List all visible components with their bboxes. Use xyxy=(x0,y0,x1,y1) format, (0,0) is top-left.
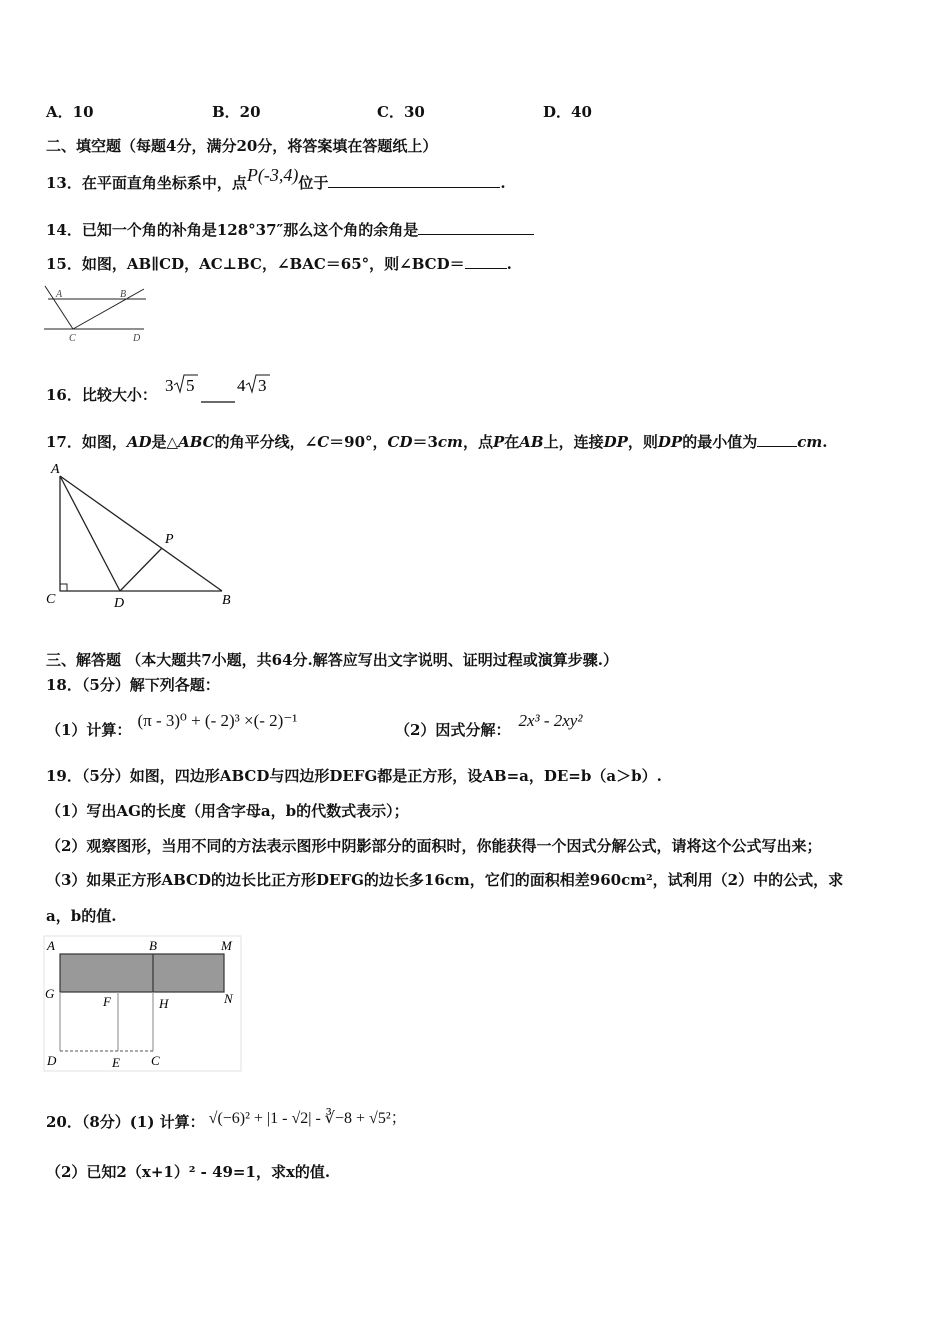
q20-part1 xyxy=(46,1112,407,1133)
q14-answer-blank[interactable] xyxy=(418,220,534,235)
q17-answer-blank[interactable] xyxy=(757,432,797,447)
q17-text: 的角平分线，∠ xyxy=(214,433,318,451)
q17-text: ＝3 xyxy=(412,433,438,451)
label-b: B xyxy=(149,938,157,953)
segment-ab xyxy=(60,476,222,591)
choice-a: A．10 xyxy=(46,103,94,121)
q17-var: P xyxy=(492,433,505,451)
q13-point: P(-3,4) xyxy=(246,165,299,185)
q17-var: cm xyxy=(437,433,463,451)
q20-part2: （2）已知2（x+1）² - 49=1，求x的值. xyxy=(46,1163,331,1181)
q16-text: 16．比较大小： xyxy=(46,386,157,404)
q17-var: C xyxy=(317,433,330,451)
right-angle-mark xyxy=(60,584,67,591)
q18-part1 xyxy=(46,711,298,740)
q16-left-rad: 5 xyxy=(186,376,195,395)
segment-dp xyxy=(120,548,162,591)
q19-figure xyxy=(44,936,242,1072)
q15-figure xyxy=(40,282,150,344)
label-h: H xyxy=(159,996,169,1011)
label-c: C xyxy=(151,1053,160,1068)
label-d: D xyxy=(133,333,141,344)
q16-right-rad: 3 xyxy=(258,376,267,395)
q17-end: . xyxy=(822,433,828,451)
segment-cb xyxy=(73,289,144,329)
q18-part1-expr: (π - 3)⁰ + (- 2)³ ×(- 2)⁻¹ xyxy=(137,711,298,730)
q19-part2: （2）观察图形，当用不同的方法表示图形中阴影部分的面积时，你能获得一个因式分解公式，请将这个公式写出来； xyxy=(46,837,822,855)
label-d: D xyxy=(47,1053,57,1068)
label-g: G xyxy=(45,986,55,1001)
label-c: C xyxy=(46,592,56,607)
q17-var: DP xyxy=(657,433,683,451)
q17-var: ABC xyxy=(178,433,215,451)
q16 xyxy=(46,385,157,405)
q18-part2-label: （2）因式分解： xyxy=(395,721,511,739)
q14-text: 14．已知一个角的补角是128°37″那么这个角的余角是 xyxy=(46,221,419,239)
q13-prefix: 13．在平面直角坐标系中，点 xyxy=(46,174,247,192)
q16-left-coef: 3 xyxy=(165,376,174,395)
q18-title: 18．（5分）解下列各题： xyxy=(46,676,220,694)
section3-title: 三、解答题 （本大题共7小题，共64分.解答应写出文字说明、证明过程或演算步骤.） xyxy=(46,651,618,669)
q15-end: . xyxy=(506,255,512,273)
label-n: N xyxy=(224,991,233,1006)
q19-part3-cont: a，b的值. xyxy=(46,907,117,925)
q13-end: . xyxy=(500,174,506,192)
q17-text: 的最小值为 xyxy=(682,433,758,451)
q17-var: AB xyxy=(519,433,544,451)
q17-text: 是△ xyxy=(151,433,179,451)
label-f: F xyxy=(103,994,111,1009)
q13-suffix: 位于 xyxy=(298,174,329,192)
q17-text: ＝90°， xyxy=(329,433,388,451)
q19-part1: （1）写出AG的长度（用含字母a，b的代数式表示）； xyxy=(46,802,409,820)
q17-var: AD xyxy=(126,433,152,451)
q20-part1-expr: √(−6)² + |1 - √2| - ∛−8 + √5²； xyxy=(208,1110,407,1127)
q13 xyxy=(46,165,506,193)
q17-text: 17．如图， xyxy=(46,433,127,451)
q17-var: CD xyxy=(387,433,413,451)
label-c: C xyxy=(69,333,76,344)
q17-unit: cm xyxy=(797,433,823,451)
segment-ad xyxy=(60,476,120,591)
q17-figure xyxy=(44,460,240,610)
q18-part1-label: （1）计算： xyxy=(46,721,132,739)
label-d: D xyxy=(114,596,125,611)
q17-text: ，点 xyxy=(462,433,493,451)
q19-title: 19．（5分）如图，四边形ABCD与四边形DEFG都是正方形，设AB=a，DE=b（a＞b）. xyxy=(46,767,662,785)
q14 xyxy=(46,220,534,240)
q15-answer-blank[interactable] xyxy=(465,254,507,269)
q18-part2-expr: 2x³ - 2xy² xyxy=(518,711,583,730)
q15-text: 15．如图，AB∥CD，AC⊥BC，∠BAC＝65°，则∠BCD＝ xyxy=(46,255,465,273)
q17-text: 在 xyxy=(504,433,520,451)
q17-text: 上，连接 xyxy=(543,433,604,451)
label-b: B xyxy=(120,289,127,300)
q16-right-coef: 4 xyxy=(237,376,246,395)
label-e: E xyxy=(112,1055,120,1070)
label-a: A xyxy=(51,462,60,477)
q17-var: DP xyxy=(603,433,628,451)
choice-d: D．40 xyxy=(543,103,592,121)
shaded-region xyxy=(60,954,224,992)
q15 xyxy=(46,254,512,274)
choice-b: B．20 xyxy=(212,103,261,121)
label-a: A xyxy=(47,938,55,953)
q17-text: ，则 xyxy=(627,433,658,451)
q16-expressions xyxy=(165,372,275,402)
section2-title: 二、填空题（每题4分，满分20分，将答案填在答题纸上） xyxy=(46,137,438,155)
q17 xyxy=(46,432,827,452)
label-a: A xyxy=(56,289,63,300)
q19-part3: （3）如果正方形ABCD的边长比正方形DEFG的边长多16cm，它们的面积相差960cm²，试利用（2）中的公式，求 xyxy=(46,871,844,889)
label-p: P xyxy=(165,532,174,547)
choice-c: C．30 xyxy=(377,103,425,121)
label-m: M xyxy=(221,938,232,953)
q13-answer-blank[interactable] xyxy=(328,173,500,188)
q18-part2 xyxy=(395,711,583,740)
label-b: B xyxy=(222,593,231,608)
q20-part1-label: 20．（8分）(1) 计算： xyxy=(46,1113,205,1131)
